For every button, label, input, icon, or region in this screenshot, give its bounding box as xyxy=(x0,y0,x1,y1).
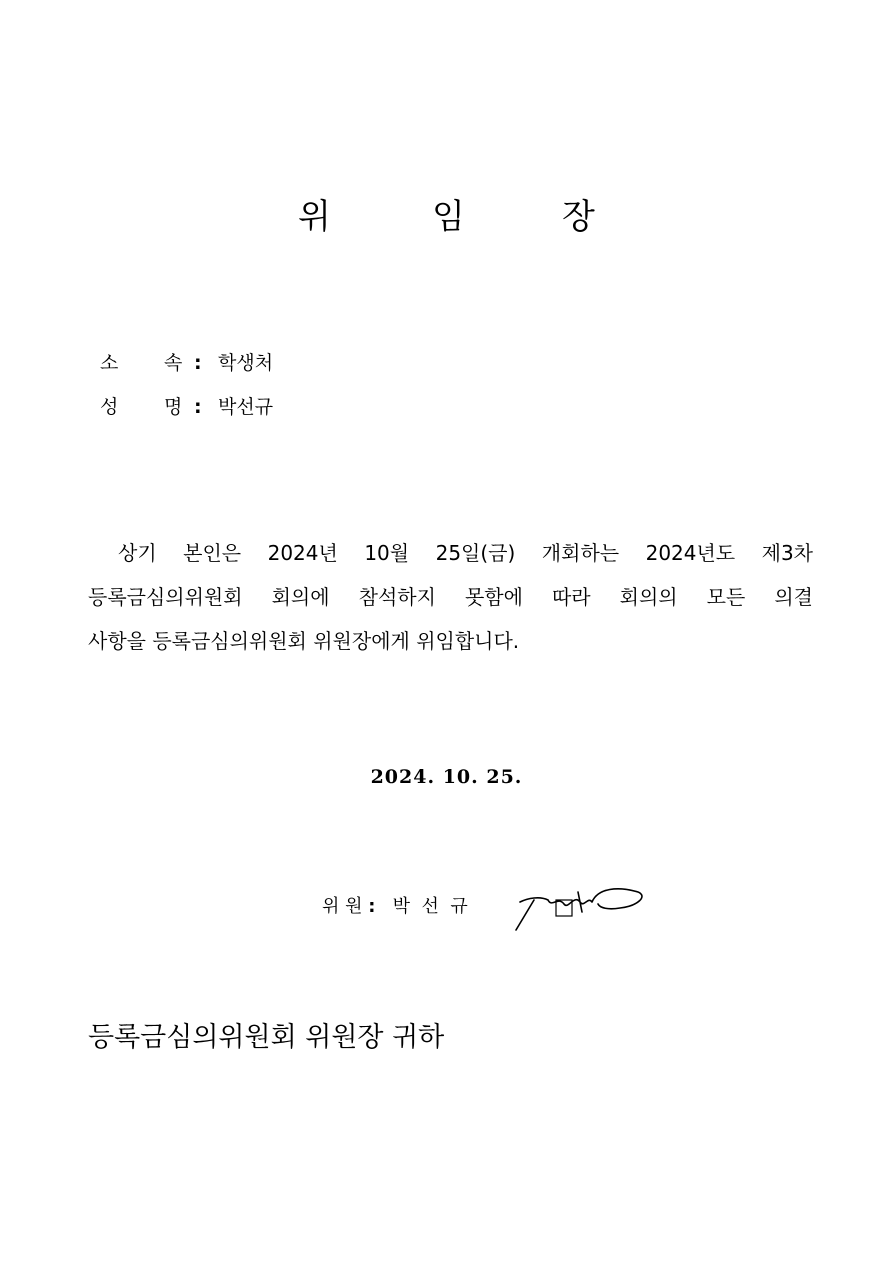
delegation-statement xyxy=(88,531,813,663)
signer-name-1: 박 xyxy=(392,896,411,917)
name-colon: : xyxy=(194,396,202,418)
signer-line xyxy=(322,887,468,927)
document-date: 2024. 10. 25. xyxy=(370,766,523,788)
affiliation-label-2: 속 xyxy=(164,352,183,374)
affiliation-value: 학생처 xyxy=(218,352,274,374)
name-label-1: 성 xyxy=(100,396,119,418)
seal-mark xyxy=(556,900,572,916)
statement-line-3: 사항을 등록금심의위원회 위원장에게 위임합니다. xyxy=(88,629,520,653)
signer-name-3: 규 xyxy=(450,896,468,917)
addressee: 등록금심의위원회 위원장 귀하 xyxy=(88,1022,445,1053)
signature-stroke xyxy=(516,889,642,930)
title-char: 위 xyxy=(298,197,331,237)
name-value: 박선규 xyxy=(218,396,274,418)
affiliation-label-1: 소 xyxy=(100,352,119,374)
signer-role-2: 원 xyxy=(345,896,363,917)
handwritten-signature xyxy=(508,878,648,938)
affiliation-colon: : xyxy=(194,352,202,374)
title-char: 임 xyxy=(432,197,465,237)
title-char: 장 xyxy=(562,197,595,237)
signer-colon: : xyxy=(368,896,376,917)
statement-line-2: 등록금심의위원회 회의에 참석하지 못함에 따라 회의의 모든 의결 xyxy=(88,585,813,609)
statement-line-1: 상기 본인은 2024년 10월 25일(금) 개회하는 2024년도 제3차 xyxy=(118,541,813,565)
document-title xyxy=(0,190,893,250)
signer-role-1: 위 xyxy=(322,896,340,917)
signer-name-2: 선 xyxy=(421,896,439,917)
name-label-2: 명 xyxy=(164,396,183,418)
